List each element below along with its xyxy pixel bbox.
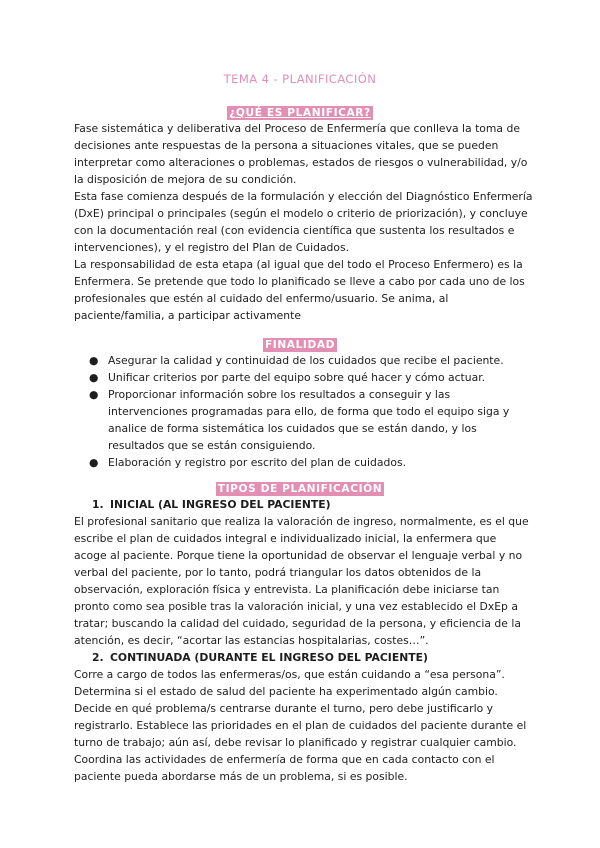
inicial-paragraph: El profesional sanitario que realiza la valoración de ingreso, normalmente, es el que escribe el plan de cuidados integral e individualizado inicial, la enfermera que acoge al paciente. Porque tiene la oportunidad de observar el lenguaje verbal y no verbal del paciente, por lo tanto, podrá triangular los datos obtenidos de la observación, exploración física y entrevista. La planificación debe iniciarse tan pronto como sea posible tras la valoración inicial, y una vez establecido el DxEp a tratar; buscando la calidad del cuidado, seguridad de la persona, y eficiencia de la atención, es decir, “acortar las estancias hospitalarias, costes…”. — [74, 515, 529, 647]
section-heading-finalidad — [74, 335, 526, 352]
que-es-heading-text: ¿QUÉ ES PLANIFICAR? — [229, 107, 371, 119]
section-heading-que-es — [74, 103, 526, 120]
list-item: ● Asegurar la calidad y continuidad de los cuidados que recibe el paciente. — [89, 354, 504, 367]
tipos-heading-text: TIPOS DE PLANIFICACIÓN — [217, 483, 383, 495]
list-item: ● Proporcionar información sobre los resultados a conseguir y las intervenciones programadas para ello, de forma que todo el equipo siga y analice de forma sistemática los cuidados que se están dando, y los resultados que se están consiguiendo. — [89, 388, 510, 452]
bullet-icon: ● — [89, 456, 99, 469]
section-heading-tipos — [74, 479, 526, 496]
bullet-icon: ● — [89, 354, 99, 367]
continuada-heading: 2. CONTINUADA (DURANTE EL INGRESO DEL PACIENTE) — [92, 651, 428, 664]
que-es-paragraph-2: Esta fase comienza después de la formulación y elección del Diagnóstico Enfermería (DxE) principal o principales (según el modelo o criterio de priorización), y concluye con la documentación real (con evidencia científica que sustenta los resultados e intervenciones), y el registro del Plan de Cuidados. — [74, 190, 533, 254]
bullet-icon: ● — [89, 388, 99, 401]
finalidad-heading-text: FINALIDAD — [264, 339, 336, 351]
finalidad-list — [74, 352, 526, 471]
document-page — [74, 71, 533, 785]
bullet-icon: ● — [89, 371, 99, 384]
continuada-paragraph: Corre a cargo de todos las enfermeras/os, que están cuidando a “esa persona”. Determina si el estado de salud del paciente ha experimentado algún cambio. Decide en qué problema/s centrarse durante el turno, pero debe justificarlo y registrarlo. Establece las prioridades en el plan de cuidados del paciente durante el turno de trabajo; aún así, debe revisar lo planificado y registrar cualquier cambio. Coordina las actividades de enfermería de forma que en cada contacto con el paciente pueda abordarse más de un problema, si es posible. — [74, 668, 527, 783]
que-es-paragraph-3: La responsabilidad de esta etapa (al igual que del todo el Proceso Enfermero) es la Enfermera. Se pretende que todo lo planificado se lleve a cabo por cada uno de los profesionales que estén al cuidado del enfermo/usuario. Se anima, al paciente/familia, a participar activamente — [74, 258, 525, 322]
list-item: ● Unificar criterios por parte del equipo sobre qué hacer y cómo actuar. — [89, 371, 486, 384]
que-es-paragraph-1: Fase sistemática y deliberativa del Proceso de Enfermería que conlleva la toma de decisiones ante respuestas de la persona a situaciones vitales, que se pueden interpretar como alteraciones o problemas, estados de riesgos o vulnerabilidad, y/o la disposición de mejora de su condición. — [74, 122, 528, 186]
inicial-heading: 1. INICIAL (AL INGRESO DEL PACIENTE) — [92, 498, 331, 511]
document-title: TEMA 4 - PLANIFICACIÓN — [223, 72, 377, 86]
list-item: ● Elaboración y registro por escrito del plan de cuidados. — [89, 456, 406, 469]
